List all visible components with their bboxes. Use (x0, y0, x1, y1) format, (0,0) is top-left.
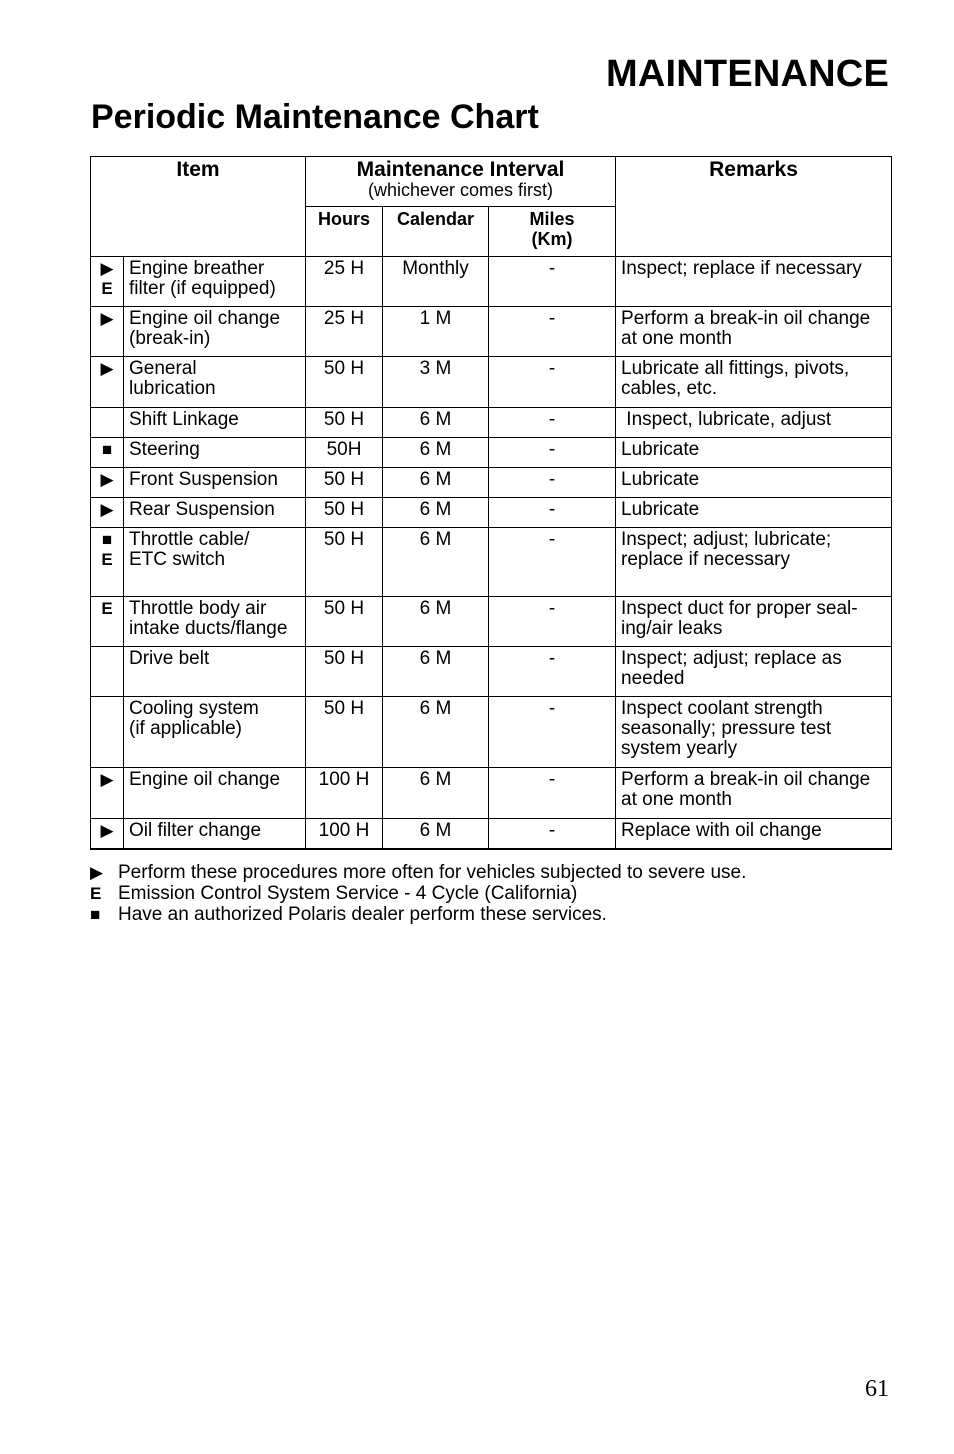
header-calendar: Calendar (383, 207, 489, 257)
row-remarks: Inspect; adjust; lubricate; replace if necessary (616, 528, 892, 597)
row-miles: - (489, 357, 616, 408)
legend-text: Perform these procedures more often for vehicles subjected to severe use. (118, 862, 747, 883)
row-hours: 50 H (306, 468, 383, 498)
row-remarks: Perform a break-in oil change at one month (616, 307, 892, 357)
row-remarks: Inspect; replace if necessary (616, 257, 892, 307)
row-miles: - (489, 408, 616, 438)
row-calendar: 3 M (383, 357, 489, 408)
row-symbol: ■ (91, 438, 124, 468)
row-symbol (91, 408, 124, 438)
row-miles: - (489, 819, 616, 849)
row-hours: 50 H (306, 408, 383, 438)
row-item: Throttle cable/ ETC switch (124, 528, 306, 597)
row-item: Drive belt (124, 647, 306, 697)
table-row (91, 597, 892, 647)
page-heading: Periodic Maintenance Chart (91, 98, 539, 136)
row-hours: 50 H (306, 697, 383, 768)
row-hours: 100 H (306, 819, 383, 849)
table-row (91, 697, 892, 768)
row-item: General lubrication (124, 357, 306, 408)
table-row (91, 468, 892, 498)
row-calendar: Monthly (383, 257, 489, 307)
table-row (91, 438, 892, 468)
row-item: Engine oil change (break-in) (124, 307, 306, 357)
header-maintenance-interval: Maintenance Interval (whichever comes first) (306, 157, 616, 207)
table-row (91, 408, 892, 438)
row-miles: - (489, 647, 616, 697)
row-miles: - (489, 257, 616, 307)
table-row (91, 768, 892, 819)
row-item: Cooling system (if applicable) (124, 697, 306, 768)
row-calendar: 6 M (383, 597, 489, 647)
row-hours: 50 H (306, 528, 383, 597)
row-calendar: 6 M (383, 498, 489, 528)
legend-item-emission (90, 883, 746, 904)
row-item: Steering (124, 438, 306, 468)
table-row (91, 498, 892, 528)
row-hours: 25 H (306, 307, 383, 357)
row-miles: - (489, 498, 616, 528)
row-symbol: ▶ (91, 307, 124, 357)
row-miles: - (489, 768, 616, 819)
emission-symbol: E (90, 884, 102, 903)
legend-item-dealer (90, 904, 746, 925)
header-hours: Hours (306, 207, 383, 257)
row-miles: - (489, 597, 616, 647)
row-miles: - (489, 528, 616, 597)
row-remarks: Lubricate (616, 498, 892, 528)
row-calendar: 6 M (383, 408, 489, 438)
row-symbol (91, 647, 124, 697)
row-calendar: 6 M (383, 438, 489, 468)
row-miles: - (489, 468, 616, 498)
legend-text: Have an authorized Polaris dealer perform these services. (118, 904, 607, 925)
maintenance-chart-table (90, 156, 892, 850)
legend-text: Emission Control System Service - 4 Cycle (California) (118, 883, 578, 904)
row-symbol: ▶ (91, 357, 124, 408)
legend-item-severe-use (90, 862, 746, 883)
row-hours: 50H (306, 438, 383, 468)
row-symbol: ▶ E (91, 257, 124, 307)
header-remarks: Remarks (616, 157, 892, 257)
row-remarks: Replace with oil change (616, 819, 892, 849)
row-remarks: Lubricate all fittings, pivots, cables, etc. (616, 357, 892, 408)
section-title: MAINTENANCE (606, 53, 889, 95)
triangle-icon: ▶ (90, 863, 104, 882)
row-symbol: ▶ (91, 768, 124, 819)
row-item: Front Suspension (124, 468, 306, 498)
row-hours: 50 H (306, 498, 383, 528)
row-remarks: Lubricate (616, 468, 892, 498)
row-item: Shift Linkage (124, 408, 306, 438)
row-remarks: Inspect, lubricate, adjust (616, 408, 892, 438)
row-symbol: ■ E (91, 528, 124, 597)
row-symbol (91, 697, 124, 768)
row-symbol: ▶ (91, 468, 124, 498)
table-row (91, 307, 892, 357)
row-calendar: 6 M (383, 768, 489, 819)
header-interval-note: (whichever comes first) (367, 180, 554, 200)
row-hours: 50 H (306, 647, 383, 697)
row-symbol: E (91, 597, 124, 647)
row-item: Throttle body air intake ducts/flange (124, 597, 306, 647)
row-calendar: 6 M (383, 647, 489, 697)
row-calendar: 6 M (383, 819, 489, 849)
header-miles: Miles (Km) (489, 207, 616, 257)
header-item: Item (91, 157, 306, 257)
row-remarks: Lubricate (616, 438, 892, 468)
row-miles: - (489, 438, 616, 468)
row-remarks: Inspect coolant strength seasonally; pressure test system yearly (616, 697, 892, 768)
row-item: Engine breather filter (if equipped) (124, 257, 306, 307)
table-row (91, 647, 892, 697)
row-miles: - (489, 697, 616, 768)
row-remarks: Perform a break-in oil change at one month (616, 768, 892, 819)
row-symbol: ▶ (91, 819, 124, 849)
row-remarks: Inspect duct for proper seal- ing/air leaks (616, 597, 892, 647)
row-calendar: 6 M (383, 528, 489, 597)
table-row (91, 257, 892, 307)
row-miles: - (489, 307, 616, 357)
row-item: Oil filter change (124, 819, 306, 849)
table-row (91, 528, 892, 597)
legend (90, 862, 746, 925)
row-item: Rear Suspension (124, 498, 306, 528)
row-calendar: 6 M (383, 697, 489, 768)
row-hours: 50 H (306, 357, 383, 408)
page-number: 61 (865, 1376, 889, 1402)
row-calendar: 1 M (383, 307, 489, 357)
square-icon: ■ (90, 905, 101, 924)
row-hours: 100 H (306, 768, 383, 819)
row-hours: 50 H (306, 597, 383, 647)
row-hours: 25 H (306, 257, 383, 307)
row-calendar: 6 M (383, 468, 489, 498)
row-remarks: Inspect; adjust; replace as needed (616, 647, 892, 697)
row-item: Engine oil change (124, 768, 306, 819)
row-symbol: ▶ (91, 498, 124, 528)
table-row (91, 819, 892, 849)
table-row (91, 357, 892, 408)
